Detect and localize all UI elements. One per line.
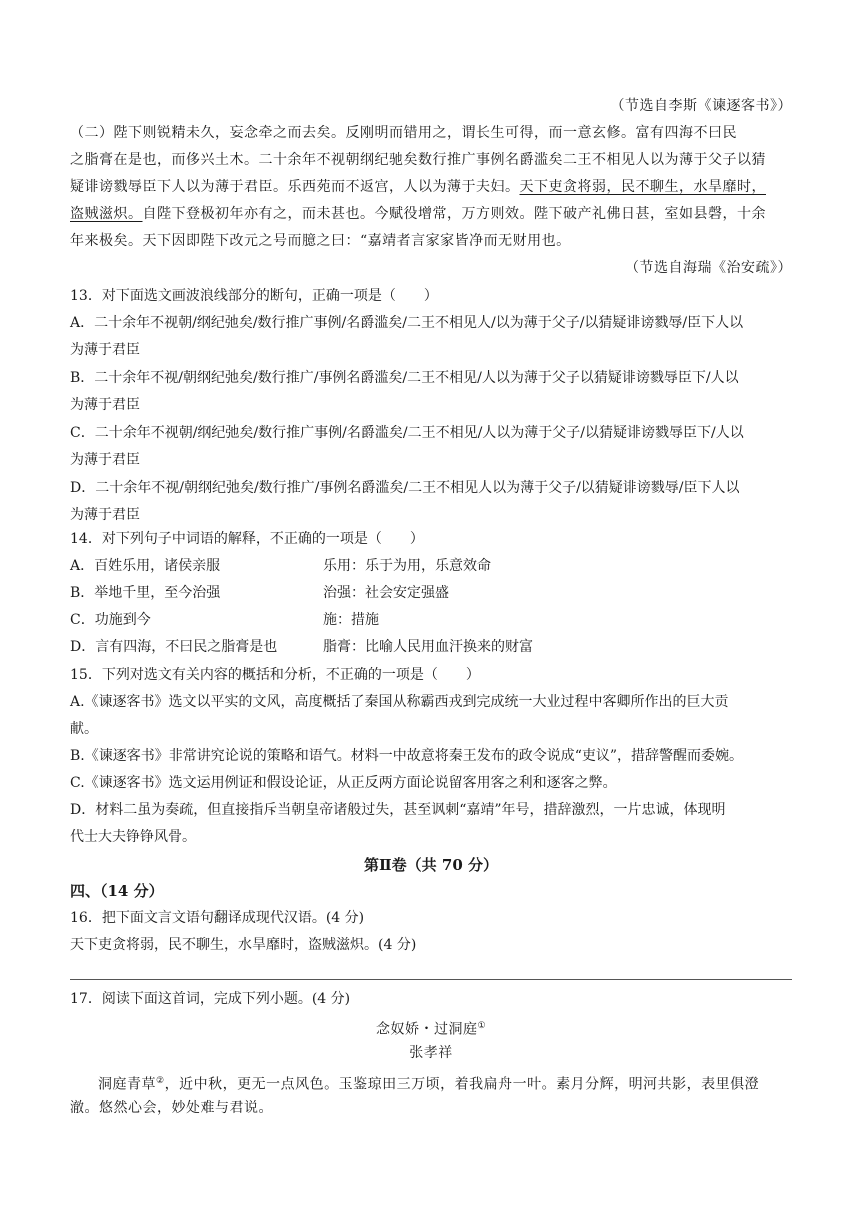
q15-option-b: B.《谏逐客书》非常讲究论说的策略和语气。材料一中故意将秦王发布的政令说成“吏议”，措辞警醒而委婉。 xyxy=(70,748,744,764)
passage2-line-3-text: 疑诽谤戮辱臣下人以为薄于君臣。乐西苑而不返宫，人以为薄于夫妇。 xyxy=(70,179,520,195)
underlined-sentence-part-2: 盗贼滋炽。 xyxy=(70,206,143,222)
poem-author: 张孝祥 xyxy=(409,1045,453,1061)
q15-option-a-line-2: 献。 xyxy=(70,721,98,737)
q14-option-c xyxy=(70,610,792,630)
passage2-line-4 xyxy=(70,204,766,224)
passage2-line-1: （二）陛下则锐精未久，妄念牵之而去矣。反刚明而错用之，谓长生可得，而一意玄修。富有四海不曰民 xyxy=(70,125,737,141)
q15-stem: 15．下列对选文有关内容的概括和分析，不正确的一项是（ ） xyxy=(70,667,480,683)
q14-option-d-sentence: D．言有四海，不曰民之脂膏是也 xyxy=(70,639,278,655)
passage2-line-3 xyxy=(70,177,766,197)
q16-stem: 16．把下面文言文语句翻译成现代汉语。(4 分) xyxy=(70,910,365,926)
q13-option-c-line-1: C．二十余年不视朝/纲纪弛矣/数行推广事例/名爵滥矣/二王不相见/人以为薄于父子/以猜疑诽谤戮辱臣下/人以 xyxy=(70,425,744,441)
q14-option-a-explanation: 乐用：乐于为用，乐意效命 xyxy=(323,558,491,574)
q15-option-d-line-1: D．材料二虽为奏疏，但直接指斥当朝皇帝诸般过失，甚至讽刺“嘉靖”年号，措辞激烈，一片忠诚，体现明 xyxy=(70,802,726,818)
q14-option-d-explanation: 脂膏：比喻人民用血汗换来的财富 xyxy=(323,639,533,655)
footnote-marker-1: ① xyxy=(477,1021,487,1031)
q14-option-c-explanation: 施：措施 xyxy=(323,612,379,628)
poem-line-1-rest: ，近中秋，更无一点风色。玉鉴琼田三万顷，着我扁舟一叶。素月分辉，明河共影，表里俱澄 xyxy=(164,1076,760,1093)
q14-option-a xyxy=(70,556,792,576)
poem-title xyxy=(70,1016,792,1040)
q14-option-b xyxy=(70,583,792,603)
passage2-line-5: 年来极矣。天下因即陛下改元之号而臆之曰：“嘉靖者言家家皆净而无财用也。 xyxy=(70,233,571,249)
q13-option-b-line-2: 为薄于君臣 xyxy=(70,397,140,413)
q14-option-c-sentence: C．功施到今 xyxy=(70,612,151,628)
passage2-line-2: 之脂膏在是也，而侈兴土木。二十余年不视朝纲纪驰矣数行推广事例名爵滥矣二王不相见人以为薄于父子以猜 xyxy=(70,152,766,168)
q13-option-d-line-2: 为薄于君臣 xyxy=(70,507,140,523)
q15-option-c: C.《谏逐客书》选文运用例证和假设论证，从正反两方面论说留客用客之利和逐客之弊。 xyxy=(70,775,617,791)
q13-option-c-line-2: 为薄于君臣 xyxy=(70,452,140,468)
q14-option-b-explanation: 治强：社会安定强盛 xyxy=(323,585,449,601)
passage2-source: （节选自海瑞《治安疏》） xyxy=(625,260,792,276)
answer-line xyxy=(70,979,792,980)
q13-option-a-line-1: A．二十余年不视朝/纲纪弛矣/数行推广事例/名爵滥矣/二王不相见人/以为薄于父子/以猜疑诽谤戮辱/臣下人以 xyxy=(70,315,744,331)
poem-title-text: 念奴娇・过洞庭 xyxy=(375,1021,478,1038)
q14-stem: 14．对下列句子中词语的解释，不正确的一项是（ ） xyxy=(70,531,424,547)
underlined-sentence-part-1: 天下吏贪将弱，民不聊生，水旱靡时， xyxy=(519,179,766,195)
poem-line-1 xyxy=(98,1071,759,1095)
footnote-marker-2: ② xyxy=(156,1076,165,1086)
q16-sentence: 天下吏贪将弱，民不聊生，水旱靡时，盗贼滋炽。(4 分) xyxy=(70,937,417,953)
q14-option-a-sentence: A．百姓乐用，诸侯亲服 xyxy=(70,558,221,574)
q17-stem: 17．阅读下面这首词，完成下列小题。(4 分) xyxy=(70,991,351,1007)
section-4-heading: 四、（14 分） xyxy=(70,882,164,900)
poem-line-2: 澈。悠然心会，妙处难与君说。 xyxy=(70,1100,273,1116)
q14-option-b-sentence: B．举地千里，至今治强 xyxy=(70,585,221,601)
q15-option-d-line-2: 代士大夫铮铮风骨。 xyxy=(70,829,196,845)
q13-option-b-line-1: B．二十余年不视/朝纲纪弛矣/数行推广/事例名爵滥矣/二王不相见/人以为薄于父子以猜疑诽谤戮辱臣下/人以 xyxy=(70,370,739,386)
poem-line-1-start: 洞庭青草 xyxy=(98,1076,156,1093)
q13-stem: 13．对下面选文画波浪线部分的断句，正确一项是（ ） xyxy=(70,288,438,304)
part-2-title: 第Ⅱ卷（共 70 分） xyxy=(364,856,498,874)
q15-option-a-line-1: A.《谏逐客书》选文以平实的文风，高度概括了秦国从称霸西戎到完成统一大业过程中客卿所作出的巨大贡 xyxy=(70,694,729,710)
q13-option-a-line-2: 为薄于君臣 xyxy=(70,342,140,358)
passage1-source: （节选自李斯《谏逐客书》） xyxy=(610,98,792,114)
q14-option-d xyxy=(70,637,792,657)
q13-option-d-line-1: D．二十余年不视/朝纲纪弛矣/数行推广/事例名爵滥矣/二王不相见人以为薄于父子/以猜疑诽谤戮辱/臣下人以 xyxy=(70,480,740,496)
passage2-line-4-text: 自陛下登极初年亦有之，而未甚也。今赋役增常，万方则效。陛下破产礼佛日甚，室如县磬，十余 xyxy=(142,206,766,222)
